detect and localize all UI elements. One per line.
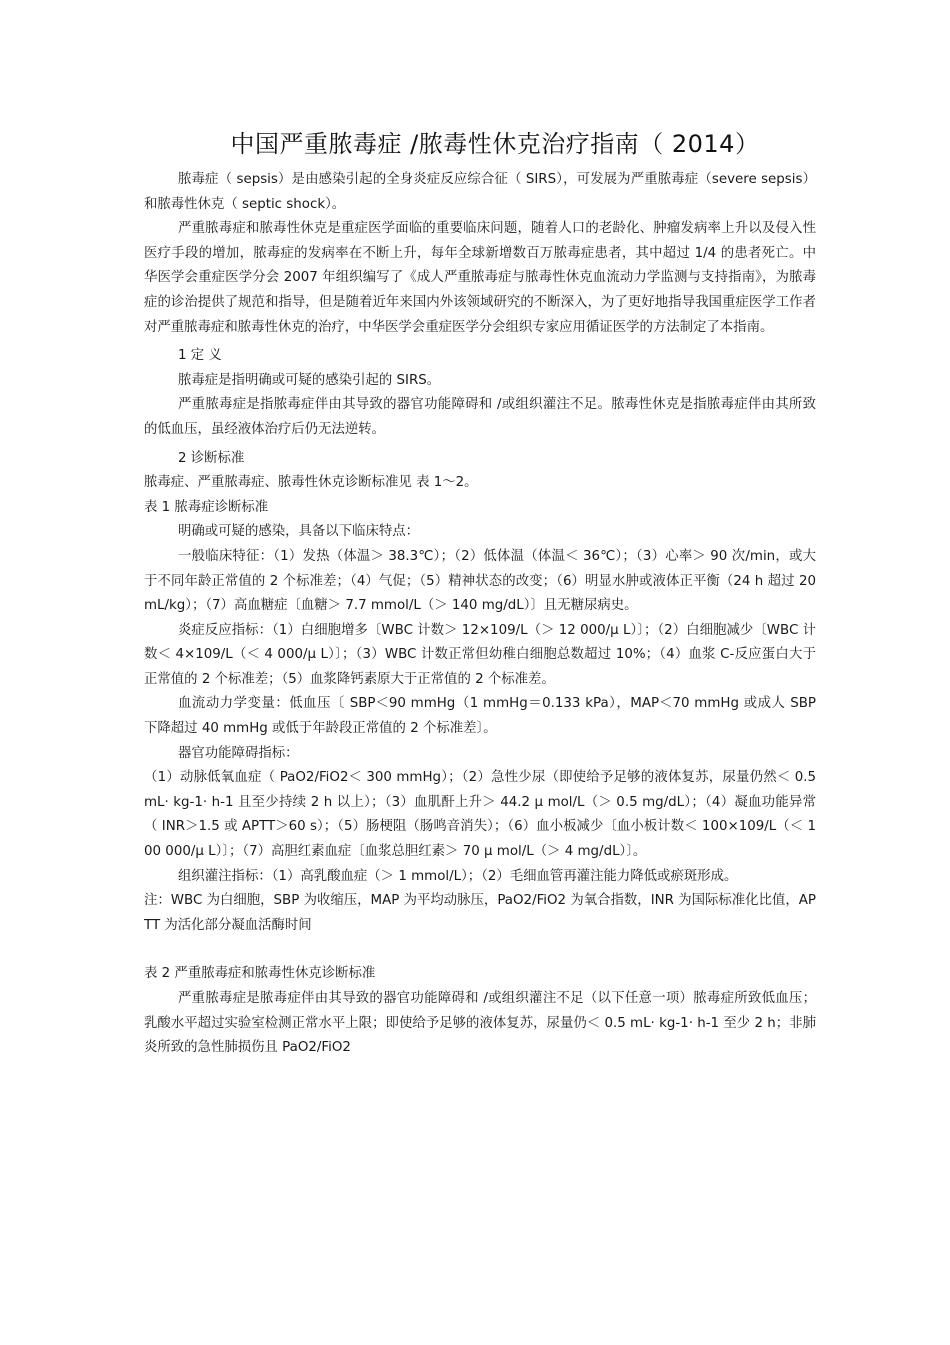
definition-severe-sepsis: 严重脓毒症是指脓毒症伴由其导致的器官功能障碍和 /或组织灌注不足。脓毒性休克是指脓毒症伴由其所致的低血压，虽经液体治疗后仍无法逆转。	[144, 397, 816, 437]
spacer	[144, 938, 816, 962]
table-1-intro: 明确或可疑的感染，具备以下临床特点：	[178, 524, 420, 540]
organ-dysfunction-list: （1）动脉低氧血症（ PaO2/FiO2＜ 300 mmHg）；（2）急性少尿（即使给予足够的液体复苏，尿量仍然＜ 0.5 mL· kg-1· h-1 且至少持续 2 h 以上）；（3）血肌酐上升＞ 44.2 μ mol/L（＞ 0.5 mg/dL）；（4）凝血功能异常（ INR＞1.5 或 APTT＞60 s）；（5）肠梗阻（肠鸣音消失）；（6）血小板减少〔血小板计数＜ 100×109/L（＜ 100 000/μ L）〕；（7）高胆红素血症〔血浆总胆红素＞ 70 μ mol/L（＞ 4 mg/dL）〕。	[144, 770, 816, 860]
diagnosis-reference: 脓毒症、严重脓毒症、脓毒性休克诊断标准见 表 1～2。	[144, 475, 478, 491]
table-2-caption: 表 2 严重脓毒症和脓毒性休克诊断标准	[144, 966, 376, 982]
table-2-text: 严重脓毒症是脓毒症伴由其导致的器官功能障碍和 /或组织灌注不足（以下任意一项）脓毒症所致低血压；乳酸水平超过实验室检测正常水平上限；即使给予足够的液体复苏，尿量仍＜ 0.5 mL· kg-1· h-1 至少 2 h；非肺炎所致的急性肺损伤且 PaO2/FiO2	[144, 991, 816, 1056]
hemodynamic-variables: 血流动力学变量：低血压〔 SBP＜90 mmHg（1 mmHg＝0.133 kPa），MAP＜70 mmHg 或成人 SBP 下降超过 40 mmHg 或低于年龄段正常值的 2 个标准差〕。	[144, 696, 816, 737]
document-title: 中国严重脓毒症 /脓毒性休克治疗指南（ 2014）	[230, 130, 760, 158]
section-heading-definition: 1 定 义	[178, 348, 222, 364]
general-clinical-features: 一般临床特征：（1）发热（体温＞ 38.3℃）；（2）低体温（体温＜ 36℃）；（3）心率＞ 90 次/min，或大于不同年龄正常值的 2 个标准差；（4）气促；（5）精神状态的改变；（6）明显水肿或液体正平衡（24 h 超过 20 mL/kg）；（7）高血糖症〔血糖＞ 7.7 mmol/L（＞ 140 mg/dL）〕且无糖尿病史。	[144, 548, 816, 614]
inflammatory-markers: 炎症反应指标：（1）白细胞增多〔WBC 计数＞ 12×109/L（＞ 12 000/μ L）〕；（2）白细胞减少〔WBC 计数＜ 4×109/L（＜ 4 000/μ L）〕；（3）WBC 计数正常但幼稚白细胞总数超过 10%；（4）血浆 C-反应蛋白大于正常值的 2 个标准差；（5）血浆降钙素原大于正常值的 2 个标准差。	[144, 622, 816, 687]
tissue-perfusion-markers: 组织灌注指标：（1）高乳酸血症（＞ 1 mmol/L）；（2）毛细血管再灌注能力降低或瘀斑形成。	[178, 868, 738, 884]
table-1-note: 注：WBC 为白细胞，SBP 为收缩压，MAP 为平均动脉压，PaO2/FiO2 为氧合指数，INR 为国际标准化比值，APTT 为活化部分凝血活酶时间	[144, 893, 816, 933]
table-1-caption: 表 1 脓毒症诊断标准	[144, 499, 269, 515]
intro-paragraph: 脓毒症（ sepsis）是由感染引起的全身炎症反应综合征（ SIRS），可发展为严重脓毒症（severe sepsis）和脓毒性休克（ septic shock）。	[144, 172, 816, 212]
background-paragraph: 严重脓毒症和脓毒性休克是重症医学面临的重要临床问题，随着人口的老龄化、肿瘤发病率上升以及侵入性医疗手段的增加，脓毒症的发病率在不断上升，每年全球新增数百万脓毒症患者，其中超过 1/4 的患者死亡。中华医学会重症医学分会 2007 年组织编写了《成人严重脓毒症与脓毒性休克血流动力学监测与支持指南》，为脓毒症的诊治提供了规范和指导，但是随着近年来国内外该领域研究的不断深入，为了更好地指导我国重症医学工作者对严重脓毒症和脓毒性休克的治疗，中华医学会重症医学分会组织专家应用循证医学的方法制定了本指南。	[144, 221, 816, 335]
section-heading-diagnosis: 2 诊断标准	[178, 450, 245, 466]
organ-dysfunction-heading: 器官功能障碍指标：	[178, 745, 299, 761]
document-body	[144, 168, 816, 1061]
definition-sepsis: 脓毒症是指明确或可疑的感染引起的 SIRS。	[178, 372, 441, 388]
